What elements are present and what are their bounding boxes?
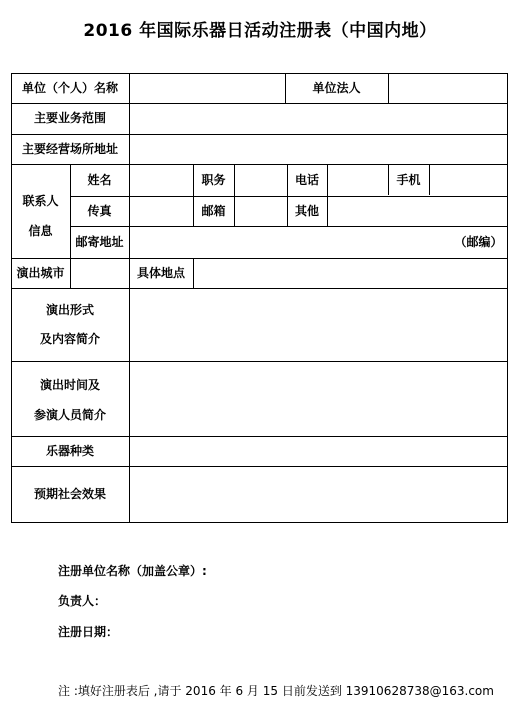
email-label: 邮箱 bbox=[201, 203, 226, 218]
main-address-field[interactable] bbox=[130, 135, 507, 164]
postcode-label: （邮编） bbox=[454, 234, 503, 249]
performance-time-label-line2: 参演人员简介 bbox=[33, 408, 106, 422]
performance-form-label bbox=[11, 296, 129, 356]
performance-time-label bbox=[11, 370, 129, 430]
instruments-label: 乐器种类 bbox=[45, 443, 94, 458]
unit-name-field[interactable] bbox=[130, 74, 285, 103]
instruments-field[interactable] bbox=[130, 437, 507, 466]
principal-label: 负责人： bbox=[58, 594, 107, 608]
mail-address-field[interactable] bbox=[130, 227, 450, 258]
business-scope-field[interactable] bbox=[130, 104, 507, 134]
position-label: 职务 bbox=[201, 172, 226, 187]
city-label: 演出城市 bbox=[16, 265, 65, 280]
name-field[interactable] bbox=[130, 165, 193, 196]
performance-time-label-line1: 演出时间及 bbox=[39, 378, 100, 392]
mail-address-label: 邮寄地址 bbox=[75, 234, 124, 249]
contact-info-label bbox=[11, 186, 70, 246]
performance-form-field[interactable] bbox=[130, 289, 507, 361]
performance-form-label-line1: 演出形式 bbox=[45, 303, 94, 317]
phone-field[interactable] bbox=[328, 165, 388, 196]
fax-field[interactable] bbox=[130, 197, 193, 226]
venue-field[interactable] bbox=[194, 259, 507, 288]
city-field[interactable] bbox=[71, 259, 129, 288]
other-field[interactable] bbox=[328, 197, 507, 226]
email-field[interactable] bbox=[235, 197, 287, 226]
unit-name-label: 单位（个人）名称 bbox=[21, 80, 118, 95]
contact-info-label-line1: 联系人 bbox=[22, 194, 59, 208]
venue-label: 具体地点 bbox=[136, 265, 185, 280]
seal-label: 注册单位名称（加盖公章）: bbox=[58, 564, 207, 578]
legal-person-field[interactable] bbox=[389, 74, 507, 103]
mobile-label: 手机 bbox=[396, 172, 421, 187]
table-border-bottom bbox=[11, 522, 508, 523]
registration-date-label: 注册日期： bbox=[58, 625, 119, 639]
social-effect-field[interactable] bbox=[130, 467, 507, 522]
form-title: 2016 年国际乐器日活动注册表（中国内地） bbox=[83, 21, 437, 41]
fax-label: 传真 bbox=[87, 203, 112, 218]
mobile-field[interactable] bbox=[430, 165, 507, 196]
social-effect-label: 预期社会效果 bbox=[33, 486, 106, 501]
submission-note: 注 :填好注册表后 ,请于 2016 年 6 月 15 日前发送到 13910628738@163.com bbox=[58, 684, 494, 698]
other-label: 其他 bbox=[294, 203, 319, 218]
performance-time-field[interactable] bbox=[130, 362, 507, 436]
name-label: 姓名 bbox=[87, 172, 112, 187]
business-scope-label: 主要业务范围 bbox=[33, 111, 106, 126]
position-field[interactable] bbox=[235, 165, 287, 196]
main-address-label: 主要经营场所地址 bbox=[21, 141, 118, 156]
performance-form-label-line2: 及内容简介 bbox=[39, 332, 100, 346]
legal-person-label: 单位法人 bbox=[312, 80, 361, 95]
phone-label: 电话 bbox=[294, 172, 319, 187]
table-border-right bbox=[507, 73, 508, 523]
contact-info-label-line2: 信息 bbox=[28, 224, 53, 238]
